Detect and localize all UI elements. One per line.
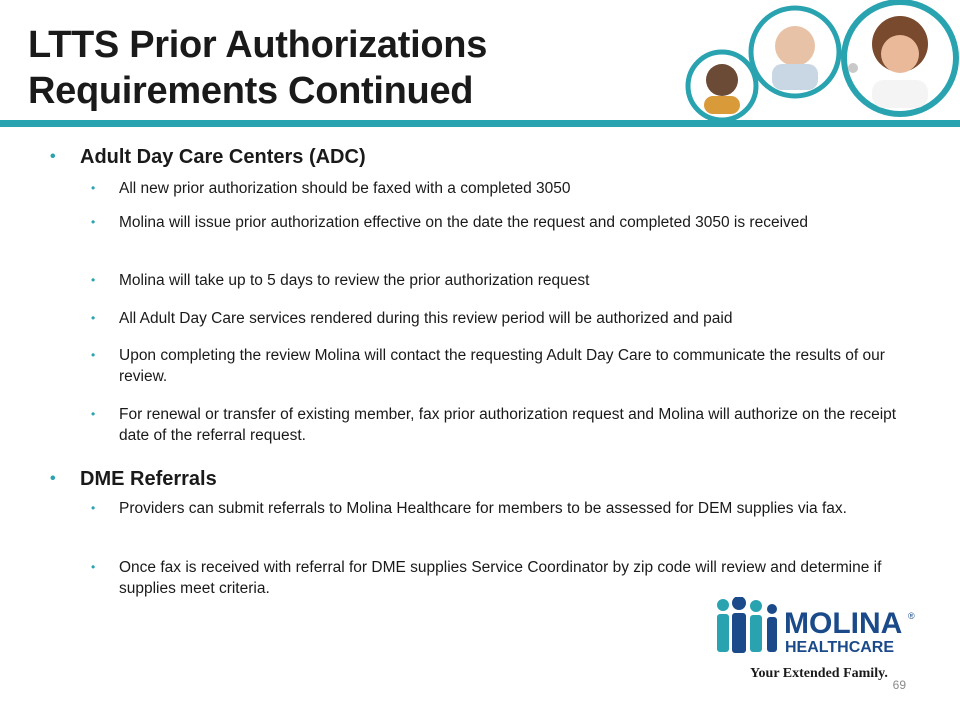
slide-title <box>28 22 548 114</box>
list-item: • For renewal or transfer of existing member, fax prior authorization request and Molina will authorize on the receipt date of the referral request. <box>91 406 897 444</box>
title-line-2: Requirements Continued <box>28 70 474 112</box>
svg-text:®: ® <box>908 611 915 621</box>
list-item: • All Adult Day Care services rendered during this review period will be authorized and paid <box>91 310 733 327</box>
title-line-1: LTTS Prior Authorizations <box>28 24 488 66</box>
list-item: • Once fax is received with referral for DME supplies Service Coordinator by zip code will review and determine if supplies meet criteria. <box>91 559 882 597</box>
bullet-icon: • <box>50 148 56 165</box>
header-divider <box>0 120 960 127</box>
logo-name-line1: MOLINA <box>784 607 903 640</box>
logo-tagline: Your Extended Family. <box>750 666 888 681</box>
bullet-icon: • <box>50 470 56 487</box>
molina-healthcare-logo <box>712 597 922 687</box>
bullet-icon: • <box>91 311 96 325</box>
bullet-icon: • <box>91 560 96 574</box>
list-item: • Upon completing the review Molina will contact the requesting Adult Day Care to communicate the results of our review. <box>91 347 885 385</box>
bullet-icon: • <box>91 215 96 229</box>
header-people-network-graphic <box>630 0 960 130</box>
bullet-icon: • <box>91 501 96 515</box>
list-item: • Molina will issue prior authorization effective on the date the request and completed 3050 is received <box>91 214 809 231</box>
section-heading-dme: • DME Referrals <box>50 468 217 490</box>
list-item: • Molina will take up to 5 days to review the prior authorization request <box>91 272 590 289</box>
list-item: • All new prior authorization should be faxed with a completed 3050 <box>91 180 571 197</box>
list-item: • Providers can submit referrals to Molina Healthcare for members to be assessed for DEM supplies via fax. <box>91 500 847 517</box>
section-heading-adc: • Adult Day Care Centers (ADC) <box>50 146 366 168</box>
bullet-icon: • <box>91 348 96 362</box>
bullet-icon: • <box>91 273 96 287</box>
bullet-icon: • <box>91 407 96 421</box>
bullet-icon: • <box>91 181 96 195</box>
page-number: 69 <box>892 678 906 692</box>
logo-name-line2: HEALTHCARE <box>785 639 895 656</box>
people-mark-icon <box>717 597 777 653</box>
